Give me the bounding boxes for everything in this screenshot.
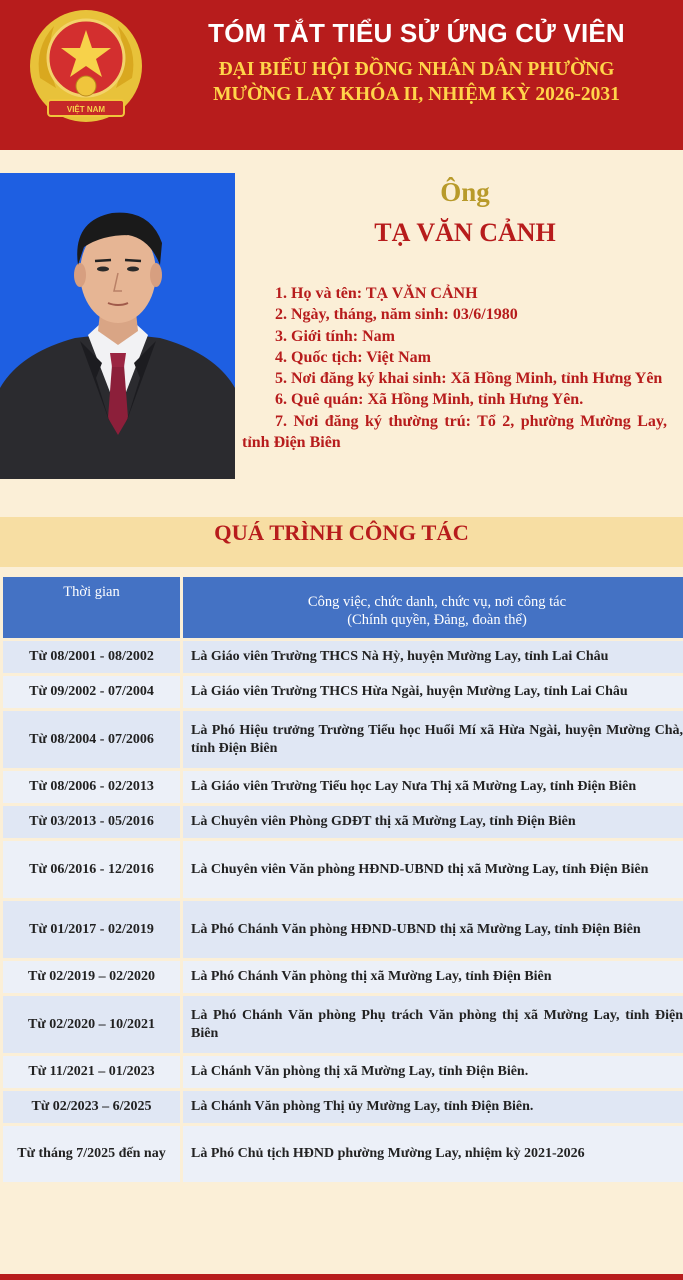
section-title-work-history: QUÁ TRÌNH CÔNG TÁC	[214, 520, 469, 545]
row-work: Là Phó Chánh Văn phòng thị xã Mường Lay, tỉnh Điện Biên	[183, 961, 683, 993]
column-header-time: Thời gian	[3, 577, 180, 638]
row-work: Là Phó Chánh Văn phòng HĐND-UBND thị xã Mường Lay, tỉnh Điện Biên	[183, 901, 683, 958]
detail-birth-registration: 5. Nơi đăng ký khai sinh: Xã Hồng Minh, tỉnh Hưng Yên	[275, 370, 663, 388]
candidate-name: TẠ VĂN CẢNH	[374, 218, 556, 247]
table-row	[3, 771, 683, 803]
work-history-table	[3, 577, 683, 1185]
table-header-row	[3, 577, 683, 638]
detail-nationality: 4. Quốc tịch: Việt Nam	[275, 348, 431, 366]
row-work: Là Giáo viên Trường Tiểu học Lay Nưa Thị xã Mường Lay, tỉnh Điện Biên	[183, 771, 683, 803]
candidate-portrait-image	[0, 173, 235, 479]
row-work: Là Giáo viên Trường THCS Nà Hỳ, huyện Mường Lay, tỉnh Lai Châu	[183, 641, 683, 673]
candidate-details	[242, 283, 667, 453]
table-row	[3, 901, 683, 958]
row-time: Từ 11/2021 – 01/2023	[3, 1056, 180, 1088]
table-row	[3, 676, 683, 708]
row-time: Từ 08/2004 - 07/2006	[3, 711, 180, 768]
row-work: Là Chuyên viên Văn phòng HĐND-UBND thị xã Mường Lay, tỉnh Điện Biên	[183, 841, 683, 898]
table-row	[3, 711, 683, 768]
row-work: Là Phó Chánh Văn phòng Phụ trách Văn phòng thị xã Mường Lay, tỉnh Điện Biên	[183, 996, 683, 1053]
row-work: Là Chánh Văn phòng thị xã Mường Lay, tỉnh Điện Biên.	[183, 1056, 683, 1088]
page-subtitle-line1: ĐẠI BIỂU HỘI ĐỒNG NHÂN DÂN PHƯỜNG	[218, 59, 615, 80]
table-row	[3, 806, 683, 838]
detail-hometown: 6. Quê quán: Xã Hồng Minh, tỉnh Hưng Yên.	[275, 391, 584, 409]
footer-bar	[0, 1274, 683, 1280]
table-row	[3, 996, 683, 1053]
row-time: Từ 03/2013 - 05/2016	[3, 806, 180, 838]
candidate-honorific: Ông	[440, 177, 490, 207]
column-header-work-line2: (Chính quyền, Đảng, đoàn thể)	[347, 611, 527, 628]
page-title: TÓM TẮT TIỂU SỬ ỨNG CỬ VIÊN	[208, 18, 625, 48]
row-work: Là Giáo viên Trường THCS Hừa Ngài, huyện Mường Lay, tỉnh Lai Châu	[183, 676, 683, 708]
row-work: Là Chuyên viên Phòng GDĐT thị xã Mường Lay, tỉnh Điện Biên	[183, 806, 683, 838]
row-time: Từ 02/2019 – 02/2020	[3, 961, 180, 993]
row-time: Từ 06/2016 - 12/2016	[3, 841, 180, 898]
row-time: Từ 08/2001 - 08/2002	[3, 641, 180, 673]
header-banner	[0, 0, 683, 150]
table-row	[3, 1056, 683, 1088]
emblem-ribbon-text: VIỆT NAM	[66, 105, 106, 114]
page-subtitle-line2: MƯỜNG LAY KHÓA II, NHIỆM KỲ 2026-2031	[213, 84, 620, 105]
row-time: Từ 01/2017 - 02/2019	[3, 901, 180, 958]
row-time: Từ 02/2023 – 6/2025	[3, 1091, 180, 1123]
row-time: Từ 08/2006 - 02/2013	[3, 771, 180, 803]
table-row	[3, 641, 683, 673]
detail-gender: 3. Giới tính: Nam	[275, 327, 395, 345]
detail-full-name: 1. Họ và tên: TẠ VĂN CẢNH	[275, 285, 478, 302]
row-time: Từ 09/2002 - 07/2004	[3, 676, 180, 708]
national-emblem-icon	[26, 8, 146, 130]
row-work: Là Chánh Văn phòng Thị ủy Mường Lay, tỉnh Điện Biên.	[183, 1091, 683, 1123]
row-work: Là Phó Chủ tịch HĐND phường Mường Lay, nhiệm kỳ 2021-2026	[183, 1126, 683, 1182]
column-header-work-line1: Công việc, chức danh, chức vụ, nơi công tác	[307, 593, 567, 610]
table-row	[3, 961, 683, 993]
candidate-photo	[0, 173, 235, 479]
column-header-work	[183, 577, 683, 638]
detail-residence: 7. Nơi đăng ký thường trú: Tổ 2, phường Mường Lay, tỉnh Điện Biên	[242, 412, 667, 452]
table-row	[3, 1091, 683, 1123]
detail-birth-date: 2. Ngày, tháng, năm sinh: 03/6/1980	[275, 306, 518, 324]
row-time: Từ tháng 7/2025 đến nay	[3, 1126, 180, 1182]
table-row	[3, 841, 683, 898]
row-work: Là Phó Hiệu trưởng Trường Tiểu học Huổi Mí xã Hừa Ngài, huyện Mường Chà, tỉnh Điện Biên	[183, 711, 683, 768]
table-row	[3, 1126, 683, 1182]
row-time: Từ 02/2020 – 10/2021	[3, 996, 180, 1053]
